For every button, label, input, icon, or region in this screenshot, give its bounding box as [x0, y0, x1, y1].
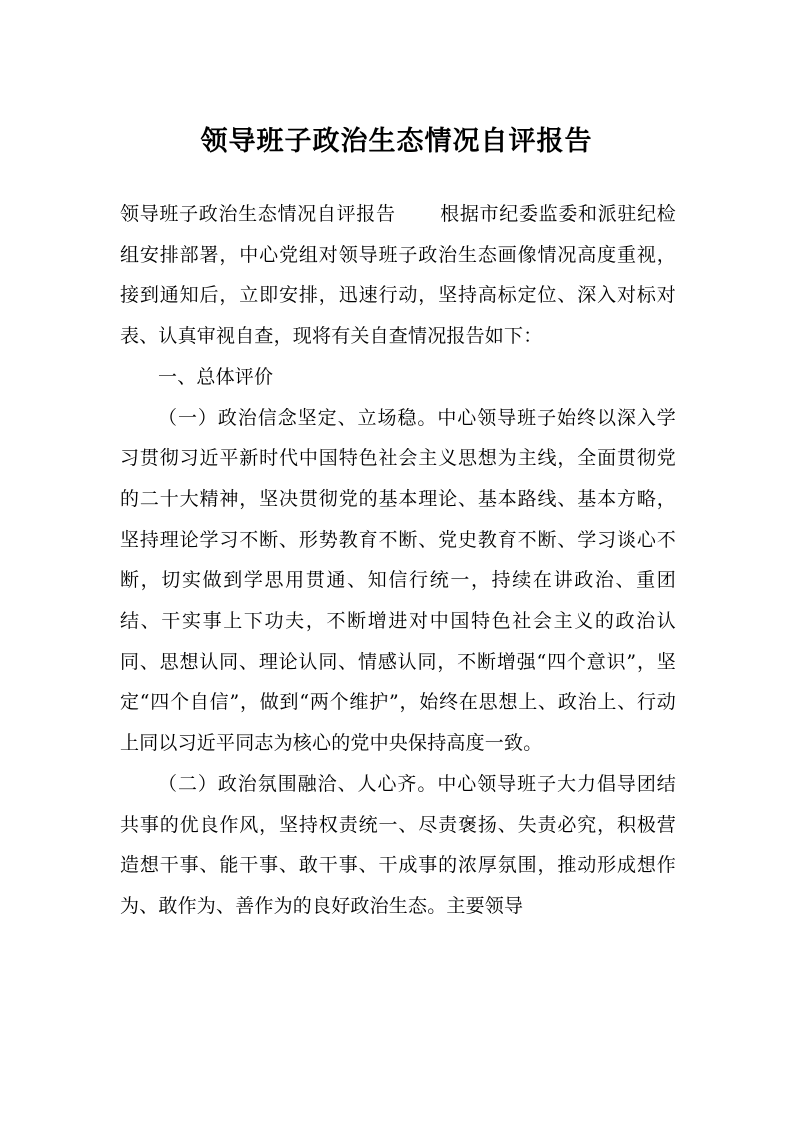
- document-title: 领导班子政治生态情况自评报告: [200, 126, 593, 157]
- intro-paragraph: [120, 194, 676, 357]
- paragraph-political-atmosphere: （二）政治氛围融洽、人心齐。中心领导班子大力倡导团结共事的优良作风，坚持权责统一、尽责褒扬、失责必究，积极营造想干事、能干事、敢干事、干成事的浓厚氛围，推动形成想作为、敢作为、善作为的良好政治生态。主要领导: [120, 772, 676, 917]
- section-heading-overall-evaluation: 一、总体评价: [158, 365, 274, 388]
- paragraph-political-belief: （一）政治信念坚定、立场稳。中心领导班子始终以深入学习贯彻习近平新时代中国特色社会主义思想为主线，全面贯彻党的二十大精神，坚决贯彻党的基本理论、基本路线、基本方略，坚持理论学习不断、形势教育不断、党史教育不断、学习谈心不断，切实做到学思用贯通、知信行统一，持续在讲政治、重团结、干实事上下功夫，不断增进对中国特色社会主义的政治认同、思想认同、理论认同、情感认同，不断增强“四个意识”，坚定“四个自信”，做到“两个维护”，始终在思想上、政治上、行动上同以习近平同志为核心的党中央保持高度一致。: [120, 406, 676, 755]
- intro-rest: 根据市纪委监委和派驻纪检组安排部署，中心党组对领导班子政治生态画像情况高度重视，接到通知后，立即安排，迅速行动，坚持高标定位、深入对标对表、认真审视自查，现将有关自查情况报告如下：: [120, 203, 676, 348]
- document-body: [120, 194, 676, 927]
- intro-lead: 领导班子政治生态情况自评报告: [120, 203, 396, 225]
